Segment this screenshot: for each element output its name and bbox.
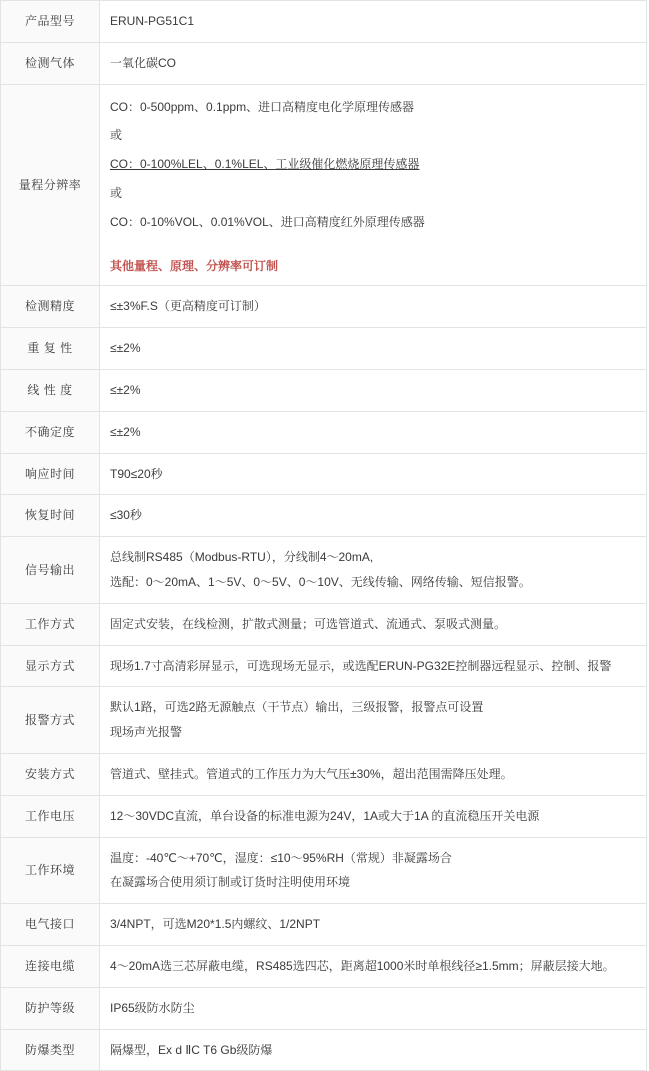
table-row — [1, 753, 647, 795]
row-label-alarm-mode: 报警方式 — [1, 687, 100, 754]
table-row — [1, 453, 647, 495]
row-label-linearity: 线 性 度 — [1, 369, 100, 411]
value-line: 12～30VDC直流，单台设备的标准电源为24V，1A或大于1A 的直流稳压开关电源 — [110, 808, 540, 823]
row-value-explosion-proof-type — [100, 1029, 647, 1071]
value-line: ≤±3%F.S（更高精度可订制） — [110, 299, 266, 314]
value-line: 温度：-40℃～+70℃，湿度：≤10～95%RH（常规）非凝露场合 — [110, 850, 452, 865]
row-label-response-time: 响应时间 — [1, 453, 100, 495]
value-line: CO：0-10%VOL、0.01%VOL、进口高精度红外原理传感器 — [110, 214, 425, 229]
row-label-working-environment: 工作环境 — [1, 837, 100, 904]
row-label-explosion-proof-type: 防爆类型 — [1, 1029, 100, 1071]
table-row — [1, 603, 647, 645]
value-line: 现场1.7寸高清彩屏显示，可选现场无显示，或选配ERUN-PG32E控制器远程显示、控制、报警 — [110, 658, 612, 673]
table-row — [1, 42, 647, 84]
row-label-uncertainty: 不确定度 — [1, 411, 100, 453]
row-label-connecting-cable: 连接电缆 — [1, 945, 100, 987]
row-label-detect-gas: 检测气体 — [1, 42, 100, 84]
row-value-response-time — [100, 453, 647, 495]
range-note: 其他量程、原理、分辨率可订制 — [110, 258, 279, 273]
table-row — [1, 495, 647, 537]
row-label-electrical-interface: 电气接口 — [1, 904, 100, 946]
row-label-working-mode: 工作方式 — [1, 603, 100, 645]
value-line: T90≤20秒 — [110, 466, 163, 481]
row-value-uncertainty — [100, 411, 647, 453]
value-line: 现场声光报警 — [110, 725, 183, 740]
row-value-detect-gas — [100, 42, 647, 84]
row-value-product-model — [100, 1, 647, 43]
table-row — [1, 411, 647, 453]
value-line: 默认1路，可选2路无源触点（干节点）输出，三级报警，报警点可设置 — [110, 700, 484, 715]
table-row — [1, 987, 647, 1029]
value-line: 或 — [110, 128, 123, 143]
row-value-display-mode — [100, 645, 647, 687]
row-value-connecting-cable — [100, 945, 647, 987]
row-value-accuracy — [100, 286, 647, 328]
row-value-range-resolution — [100, 84, 647, 286]
row-label-recovery-time: 恢复时间 — [1, 495, 100, 537]
row-value-signal-output — [100, 537, 647, 604]
row-value-protection-level — [100, 987, 647, 1029]
value-line: IP65级防水防尘 — [110, 1000, 195, 1015]
table-row — [1, 369, 647, 411]
value-line: CO：0-500ppm、0.1ppm、进口高精度电化学原理传感器 — [110, 99, 415, 114]
value-line: 4～20mA选三芯屏蔽电缆，RS485选四芯，距离超1000米时单根线径≥1.5mm；屏蔽层接大地。 — [110, 958, 615, 973]
row-value-electrical-interface — [100, 904, 647, 946]
value-line: 或 — [110, 185, 123, 200]
row-label-range-resolution: 量程分辨率 — [1, 84, 100, 286]
row-value-alarm-mode — [100, 687, 647, 754]
row-label-repeatability: 重 复 性 — [1, 328, 100, 370]
value-line: 3/4NPT，可选M20*1.5内螺纹、1/2NPT — [110, 917, 321, 932]
value-line: 固定式安装，在线检测，扩散式测量；可选管道式、流通式、泵吸式测量。 — [110, 616, 507, 631]
value-line: 一氧化碳CO — [110, 55, 177, 70]
value-line: 管道式、壁挂式。管道式的工作压力为大气压±30%，超出范围需降压处理。 — [110, 766, 513, 781]
row-label-product-model: 产品型号 — [1, 1, 100, 43]
row-value-recovery-time — [100, 495, 647, 537]
row-value-working-mode — [100, 603, 647, 645]
value-line: 隔爆型，Ex d ⅡC T6 Gb级防爆 — [110, 1042, 273, 1057]
table-row — [1, 537, 647, 604]
row-value-working-voltage — [100, 795, 647, 837]
table-row — [1, 645, 647, 687]
value-line: ≤±2% — [110, 424, 141, 439]
row-value-installation-mode — [100, 753, 647, 795]
row-value-linearity — [100, 369, 647, 411]
specification-table-body — [1, 1, 647, 1071]
value-line: 总线制RS485（Modbus-RTU），分线制4～20mA, — [110, 550, 374, 565]
row-label-accuracy: 检测精度 — [1, 286, 100, 328]
table-row — [1, 687, 647, 754]
row-value-working-environment — [100, 837, 647, 904]
table-row — [1, 286, 647, 328]
row-label-working-voltage: 工作电压 — [1, 795, 100, 837]
table-row — [1, 1029, 647, 1071]
row-label-protection-level: 防护等级 — [1, 987, 100, 1029]
value-line: CO：0-100%LEL、0.1%LEL、工业级催化燃烧原理传感器 — [110, 157, 420, 172]
table-row — [1, 945, 647, 987]
row-label-signal-output: 信号输出 — [1, 537, 100, 604]
table-row — [1, 328, 647, 370]
value-line: ≤30秒 — [110, 508, 142, 523]
value-line: ERUN-PG51C1 — [110, 14, 195, 28]
table-row — [1, 1, 647, 43]
value-line: 在凝露场合使用须订制或订货时注明使用环境 — [110, 875, 351, 890]
table-row — [1, 837, 647, 904]
value-line: 选配：0～20mA、1～5V、0～5V、0～10V、无线传输、网络传输、短信报警。 — [110, 574, 531, 589]
value-line: ≤±2% — [110, 341, 141, 356]
table-row — [1, 904, 647, 946]
row-label-display-mode: 显示方式 — [1, 645, 100, 687]
row-label-installation-mode: 安装方式 — [1, 753, 100, 795]
row-value-repeatability — [100, 328, 647, 370]
value-line: ≤±2% — [110, 382, 141, 397]
table-row — [1, 795, 647, 837]
table-row — [1, 84, 647, 286]
